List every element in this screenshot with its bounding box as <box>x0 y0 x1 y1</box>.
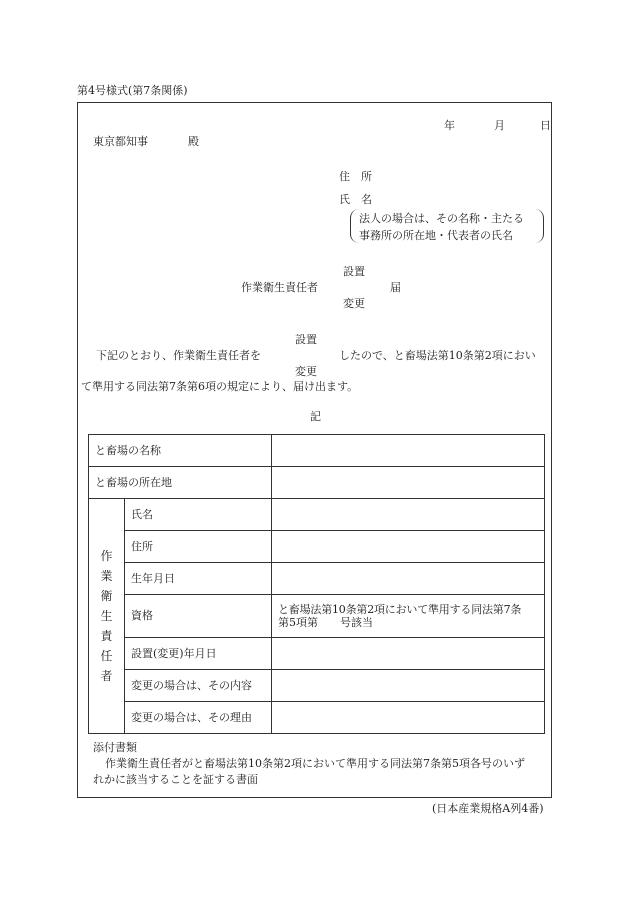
group-char: 者 <box>100 669 113 683</box>
install-date-label: 設置(変更)年月日 <box>125 638 272 670</box>
qualification-line2: 第5項第 号該当 <box>278 616 373 629</box>
table-row <box>89 595 545 638</box>
table-row <box>89 702 545 734</box>
name-label: 氏名 <box>125 499 272 531</box>
change-reason-field[interactable] <box>272 702 545 734</box>
applicant-address-label: 住 所 <box>339 170 372 183</box>
slaughterhouse-name-label: と畜場の名称 <box>89 435 272 467</box>
addressee-name: 東京都知事 <box>93 135 148 148</box>
birthdate-label: 生年月日 <box>125 563 272 595</box>
body-option-change: 変更 <box>295 365 317 378</box>
change-content-field[interactable] <box>272 670 545 702</box>
ki-heading: 記 <box>310 410 321 423</box>
title-suffix: 届 <box>390 281 401 294</box>
date-month-label: 月 <box>494 119 505 132</box>
form-number: 第4号様式(第7条関係) <box>77 84 188 97</box>
table-row <box>89 467 545 499</box>
date-year-label: 年 <box>444 119 455 132</box>
details-table <box>88 434 545 734</box>
slaughterhouse-name-field[interactable] <box>272 435 545 467</box>
date-day-label: 日 <box>540 119 551 132</box>
slaughterhouse-address-field[interactable] <box>272 467 545 499</box>
group-char: 作 <box>100 549 113 563</box>
group-char: 責 <box>100 629 113 643</box>
attachments-line1: 作業衛生責任者がと畜場法第10条第2項において準用する同法第7条第5項各号のいず <box>105 757 525 770</box>
table-row <box>89 435 545 467</box>
qualification-label: 資格 <box>125 595 272 638</box>
group-char: 衛 <box>100 589 113 603</box>
title-subject: 作業衛生責任者 <box>241 281 318 294</box>
address-field[interactable] <box>272 531 545 563</box>
jis-footer: (日本産業規格A列4番) <box>432 802 544 815</box>
applicant-name-label: 氏 名 <box>339 193 372 206</box>
body-option-install: 設置 <box>295 333 317 346</box>
group-char: 業 <box>100 569 113 583</box>
birthdate-field[interactable] <box>272 563 545 595</box>
table-row <box>89 638 545 670</box>
body-line1-prefix: 下記のとおり、作業衛生責任者を <box>96 349 261 362</box>
body-line1-suffix: したので、と畜場法第10条第2項におい <box>339 349 536 362</box>
address-label: 住所 <box>125 531 272 563</box>
title-option-install: 設置 <box>343 265 365 278</box>
table-row <box>89 499 545 531</box>
body-line2: て準用する同法第7条第6項の規定により、届け出ます。 <box>81 380 359 393</box>
corporate-note-line2: 事務所の所在地・代表者の氏名 <box>359 229 513 242</box>
attachments-heading: 添付書類 <box>93 741 137 754</box>
qualification-line1: と畜場法第10条第2項において準用する同法第7条 <box>278 602 522 616</box>
attachments-line2: れかに該当することを証する書面 <box>93 773 258 786</box>
group-char: 任 <box>100 649 113 663</box>
name-field[interactable] <box>272 499 545 531</box>
group-char: 生 <box>100 609 113 623</box>
title-option-change: 変更 <box>343 297 365 310</box>
table-row <box>89 670 545 702</box>
table-row <box>89 531 545 563</box>
change-content-label: 変更の場合は、その内容 <box>125 670 272 702</box>
addressee-honorific: 殿 <box>188 135 199 148</box>
qualification-field[interactable] <box>272 595 545 638</box>
slaughterhouse-address-label: と畜場の所在地 <box>89 467 272 499</box>
change-reason-label: 変更の場合は、その理由 <box>125 702 272 734</box>
corporate-note-line1: 法人の場合は、その名称・主たる <box>359 212 524 225</box>
responsible-person-group-label <box>89 499 125 734</box>
install-date-field[interactable] <box>272 638 545 670</box>
table-row <box>89 563 545 595</box>
